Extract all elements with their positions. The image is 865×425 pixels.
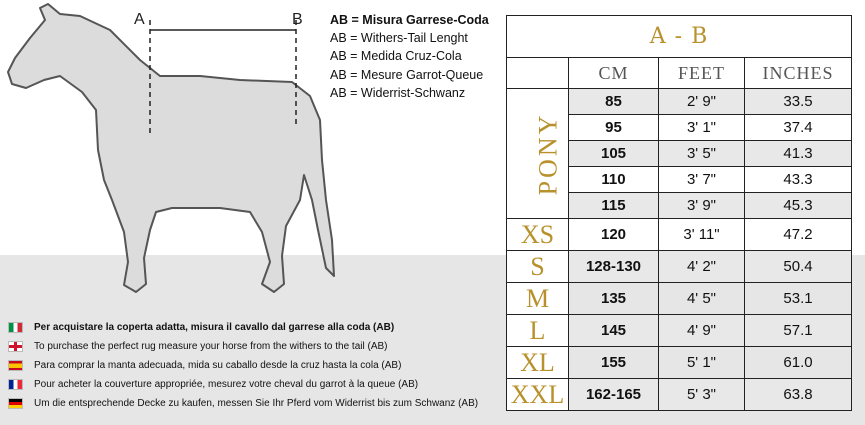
flag-gb-icon bbox=[8, 341, 23, 352]
table-row bbox=[507, 251, 852, 283]
cell-feet: 3' 9" bbox=[659, 193, 745, 219]
instruction-text: Um die entsprechende Decke zu kaufen, messen Sie Ihr Pferd vom Widerrist bis zum Schwanz (AB) bbox=[34, 398, 479, 409]
cell-cm: 145 bbox=[569, 315, 659, 347]
cell-cm: 95 bbox=[569, 115, 659, 141]
pony-label-text: PONY bbox=[533, 112, 563, 195]
cell-feet: 3' 5" bbox=[659, 141, 745, 167]
cell-feet: 4' 2" bbox=[659, 251, 745, 283]
size-label: XXL bbox=[507, 379, 569, 411]
size-label: XS bbox=[507, 219, 569, 251]
table-header-row bbox=[507, 58, 852, 89]
ab-definition-it: AB = Misura Garrese-Coda bbox=[330, 13, 489, 27]
table-row bbox=[507, 89, 852, 115]
cell-inches: 53.1 bbox=[745, 283, 852, 315]
measure-guide bbox=[0, 0, 345, 310]
cell-feet: 2' 9" bbox=[659, 89, 745, 115]
flag-it-icon bbox=[8, 322, 23, 333]
cell-inches: 50.4 bbox=[745, 251, 852, 283]
ab-definition-de: AB = Widerrist-Schwanz bbox=[330, 85, 466, 100]
flag-fr-icon bbox=[8, 379, 23, 390]
cell-inches: 63.8 bbox=[745, 379, 852, 411]
cell-cm: 120 bbox=[569, 219, 659, 251]
size-label: S bbox=[507, 251, 569, 283]
cell-inches: 61.0 bbox=[745, 347, 852, 379]
cell-cm: 135 bbox=[569, 283, 659, 315]
table-title-row bbox=[507, 16, 852, 58]
cell-inches: 33.5 bbox=[745, 89, 852, 115]
header-feet: FEET bbox=[659, 58, 745, 89]
cell-cm: 85 bbox=[569, 89, 659, 115]
cell-feet: 3' 7" bbox=[659, 167, 745, 193]
table-row bbox=[507, 315, 852, 347]
ab-definition-es: AB = Medida Cruz-Cola bbox=[330, 49, 462, 64]
size-table bbox=[506, 15, 852, 411]
cell-cm: 162-165 bbox=[569, 379, 659, 411]
header-inches: INCHES bbox=[745, 58, 852, 89]
instruction-text: Para comprar la manta adecuada, mida su caballo desde la cruz hasta la cola (AB) bbox=[34, 360, 402, 371]
instructions-list bbox=[8, 318, 478, 413]
cell-cm: 155 bbox=[569, 347, 659, 379]
instruction-de bbox=[8, 394, 478, 413]
cell-cm: 110 bbox=[569, 167, 659, 193]
table-title: A - B bbox=[507, 16, 852, 58]
cell-inches: 41.3 bbox=[745, 141, 852, 167]
ab-definition-en: AB = Withers-Tail Lenght bbox=[330, 31, 468, 46]
instruction-fr bbox=[8, 375, 478, 394]
cell-feet: 4' 9" bbox=[659, 315, 745, 347]
cell-cm: 128-130 bbox=[569, 251, 659, 283]
cell-feet: 5' 1" bbox=[659, 347, 745, 379]
cell-inches: 43.3 bbox=[745, 167, 852, 193]
cell-inches: 47.2 bbox=[745, 219, 852, 251]
cell-inches: 45.3 bbox=[745, 193, 852, 219]
ab-definitions bbox=[330, 11, 489, 102]
size-label: M bbox=[507, 283, 569, 315]
flag-es-icon bbox=[8, 360, 23, 371]
ab-definition-fr: AB = Mesure Garrot-Queue bbox=[330, 67, 484, 82]
label-a: A bbox=[134, 11, 145, 28]
instruction-text: To purchase the perfect rug measure your horse from the withers to the tail (AB) bbox=[34, 341, 388, 352]
cell-inches: 57.1 bbox=[745, 315, 852, 347]
size-label: XL bbox=[507, 347, 569, 379]
instruction-text: Pour acheter la couverture appropriée, mesurez votre cheval du garrot à la queue (AB) bbox=[34, 379, 419, 390]
table-row bbox=[507, 219, 852, 251]
header-cm: CM bbox=[569, 58, 659, 89]
flag-de-icon bbox=[8, 398, 23, 409]
label-b: B bbox=[292, 11, 303, 28]
size-label: L bbox=[507, 315, 569, 347]
header-corner bbox=[507, 58, 569, 89]
pony-label bbox=[507, 89, 569, 219]
instruction-en bbox=[8, 337, 478, 356]
cell-feet: 4' 5" bbox=[659, 283, 745, 315]
table-row bbox=[507, 379, 852, 411]
cell-cm: 105 bbox=[569, 141, 659, 167]
cell-feet: 3' 11" bbox=[659, 219, 745, 251]
cell-feet: 5' 3" bbox=[659, 379, 745, 411]
table-row bbox=[507, 283, 852, 315]
cell-feet: 3' 1" bbox=[659, 115, 745, 141]
instruction-it bbox=[8, 318, 478, 337]
instruction-es bbox=[8, 356, 478, 375]
instruction-text: Per acquistare la coperta adatta, misura il cavallo dal garrese alla coda (AB) bbox=[34, 322, 395, 333]
cell-inches: 37.4 bbox=[745, 115, 852, 141]
cell-cm: 115 bbox=[569, 193, 659, 219]
table-row bbox=[507, 347, 852, 379]
